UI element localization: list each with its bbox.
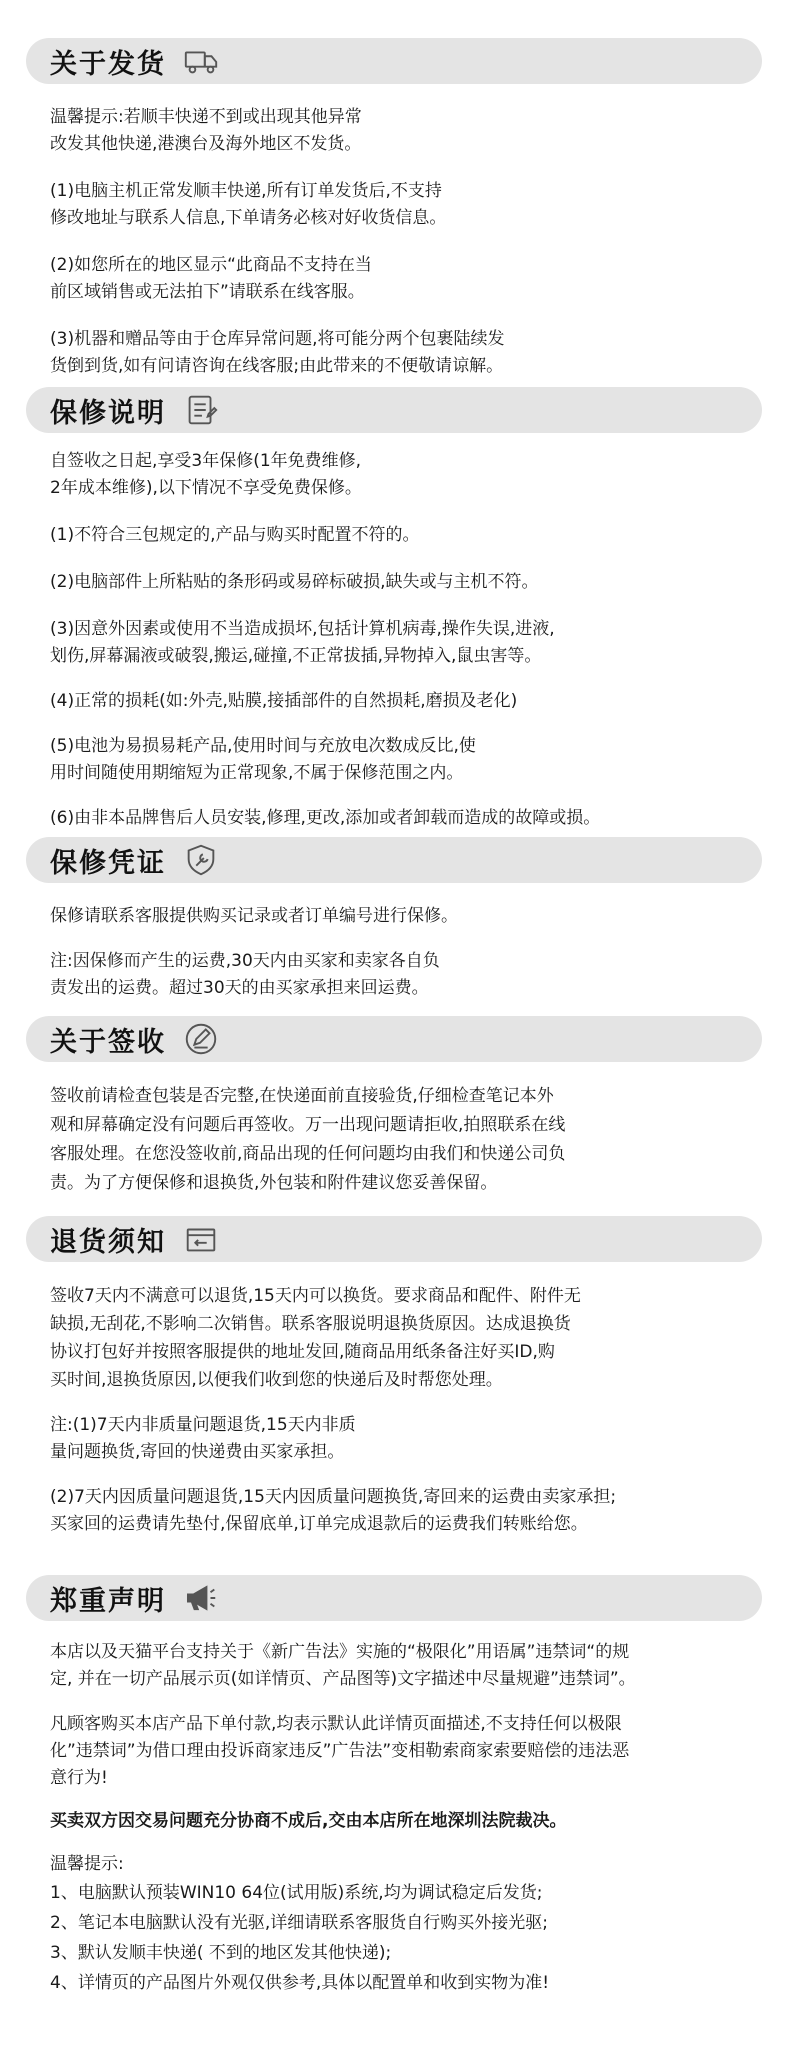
edit-note-icon (182, 1020, 220, 1058)
tips-title: 温馨提示: (50, 1854, 124, 1874)
section-title: 关于签收 (50, 1026, 166, 1058)
paragraph: 温馨提示:若顺丰快递不到或出现其他异常 改发其他快递,港澳台及海外地区不发货。 (50, 107, 362, 154)
tip-item: 4、详情页的产品图片外观仅供参考,具体以配置单和收到实物为准! (50, 1973, 550, 1993)
paragraph: (2)如您所在的地区显示“此商品不支持在当 前区域销售或无法拍下”请联系在线客服。 (50, 255, 372, 302)
court-notice: 买卖双方因交易问题充分协商不成后,交由本店所在地深圳法院裁决。 (50, 1811, 567, 1831)
section-title: 保修凭证 (50, 847, 166, 879)
paragraph: 保修请联系客服提供购买记录或者订单编号进行保修。 (50, 906, 458, 926)
paragraph: 注:因保修而产生的运费,30天内由买家和卖家各自负 责发出的运费。超过30天的由买家承担来回运费。 (50, 951, 440, 998)
truck-icon (182, 42, 220, 80)
paragraph: 签收前请检查包装是否完整,在快递面前直接验货,仔细检查笔记本外 观和屏幕确定没有问题后再签收。万一出现问题请拒收,拍照联系在线 客服处理。在您没签收前,商品出现的任何问题均由我们和快递公司负 责。为了方便保修和退换货,外包装和附件建议您妥善保留。 (50, 1086, 566, 1193)
section-returns (0, 1216, 790, 1538)
document-list-icon (182, 391, 220, 429)
section-header-receipt (26, 1016, 762, 1062)
section-header-voucher (26, 837, 762, 883)
wrench-shield-icon (182, 841, 220, 879)
paragraph: (6)由非本品牌售后人员安装,修理,更改,添加或者卸载而造成的故障或损。 (50, 808, 601, 828)
tip-item: 3、默认发顺丰快递( 不到的地区发其他快递); (50, 1943, 392, 1963)
paragraph: 凡顾客购买本店产品下单付款,均表示默认此详情页面描述,不支持任何以极限 化”违禁词”为借口理由投诉商家违反”广告法”变相勒索商家索要赔偿的违法恶 意行为! (50, 1714, 630, 1788)
section-statement (0, 1575, 790, 1998)
megaphone-icon (182, 1579, 220, 1617)
tip-item: 2、笔记本电脑默认没有光驱,详细请联系客服货自行购买外接光驱; (50, 1913, 548, 1933)
section-voucher (0, 837, 790, 1002)
paragraph: (3)因意外因素或使用不当造成损坏,包括计算机病毒,操作失误,进液, 划伤,屏幕漏液或破裂,搬运,碰撞,不正常拔插,异物掉入,鼠虫害等。 (50, 619, 555, 666)
return-box-icon (182, 1220, 220, 1258)
tip-item: 1、电脑默认预装WIN10 64位(试用版)系统,均为调试稳定后发货; (50, 1883, 543, 1903)
paragraph: 本店以及天猫平台支持关于《新广告法》实施的“极限化”用语属”违禁词“的规 定, 并在一切产品展示页(如详情页、产品图等)文字描述中尽量规避”违禁词”。 (50, 1642, 636, 1689)
section-warranty (0, 387, 790, 832)
paragraph: (3)机器和赠品等由于仓库异常问题,将可能分两个包裹陆续发 货倒到货,如有问请咨询在线客服;由此带来的不便敬请谅解。 (50, 329, 505, 376)
paragraph: 自签收之日起,享受3年保修(1年免费维修, 2年成本维修),以下情况不享受免费保修。 (50, 451, 362, 498)
section-title: 退货须知 (50, 1226, 166, 1258)
paragraph: (2)7天内因质量问题退货,15天内因质量问题换货,寄回来的运费由卖家承担; 买家回的运费请先垫付,保留底单,订单完成退款后的运费我们转账给您。 (50, 1487, 617, 1534)
paragraph: 签收7天内不满意可以退货,15天内可以换货。要求商品和配件、附件无 缺损,无刮花,不影响二次销售。联系客服说明退换货原因。达成退换货 协议打包好并按照客服提供的地址发回,随商品用纸条备注好买ID,购 买时间,退换货原因,以便我们收到您的快递后及时帮您处理。 (50, 1286, 581, 1390)
paragraph: (1)电脑主机正常发顺丰快递,所有订单发货后,不支持 修改地址与联系人信息,下单请务必核对好收货信息。 (50, 181, 447, 228)
paragraph: (1)不符合三包规定的,产品与购买时配置不符的。 (50, 525, 420, 545)
section-receipt (0, 1016, 790, 1198)
paragraph: (4)正常的损耗(如:外壳,贴膜,接插部件的自然损耗,磨损及老化) (50, 691, 518, 711)
section-header-shipping (26, 38, 762, 84)
paragraph: (5)电池为易损易耗产品,使用时间与充放电次数成反比,使 用时间随使用期缩短为正常现象,不属于保修范围之内。 (50, 736, 476, 783)
section-header-warranty (26, 387, 762, 433)
section-header-returns (26, 1216, 762, 1262)
paragraph: (2)电脑部件上所粘贴的条形码或易碎标破损,缺失或与主机不符。 (50, 572, 539, 592)
section-title: 关于发货 (50, 48, 166, 80)
paragraph: 注:(1)7天内非质量问题退货,15天内非质 量问题换货,寄回的快递费由买家承担。 (50, 1415, 356, 1462)
section-header-statement (26, 1575, 762, 1621)
section-title: 郑重声明 (50, 1585, 166, 1617)
section-title: 保修说明 (50, 397, 166, 429)
section-shipping (0, 38, 790, 380)
